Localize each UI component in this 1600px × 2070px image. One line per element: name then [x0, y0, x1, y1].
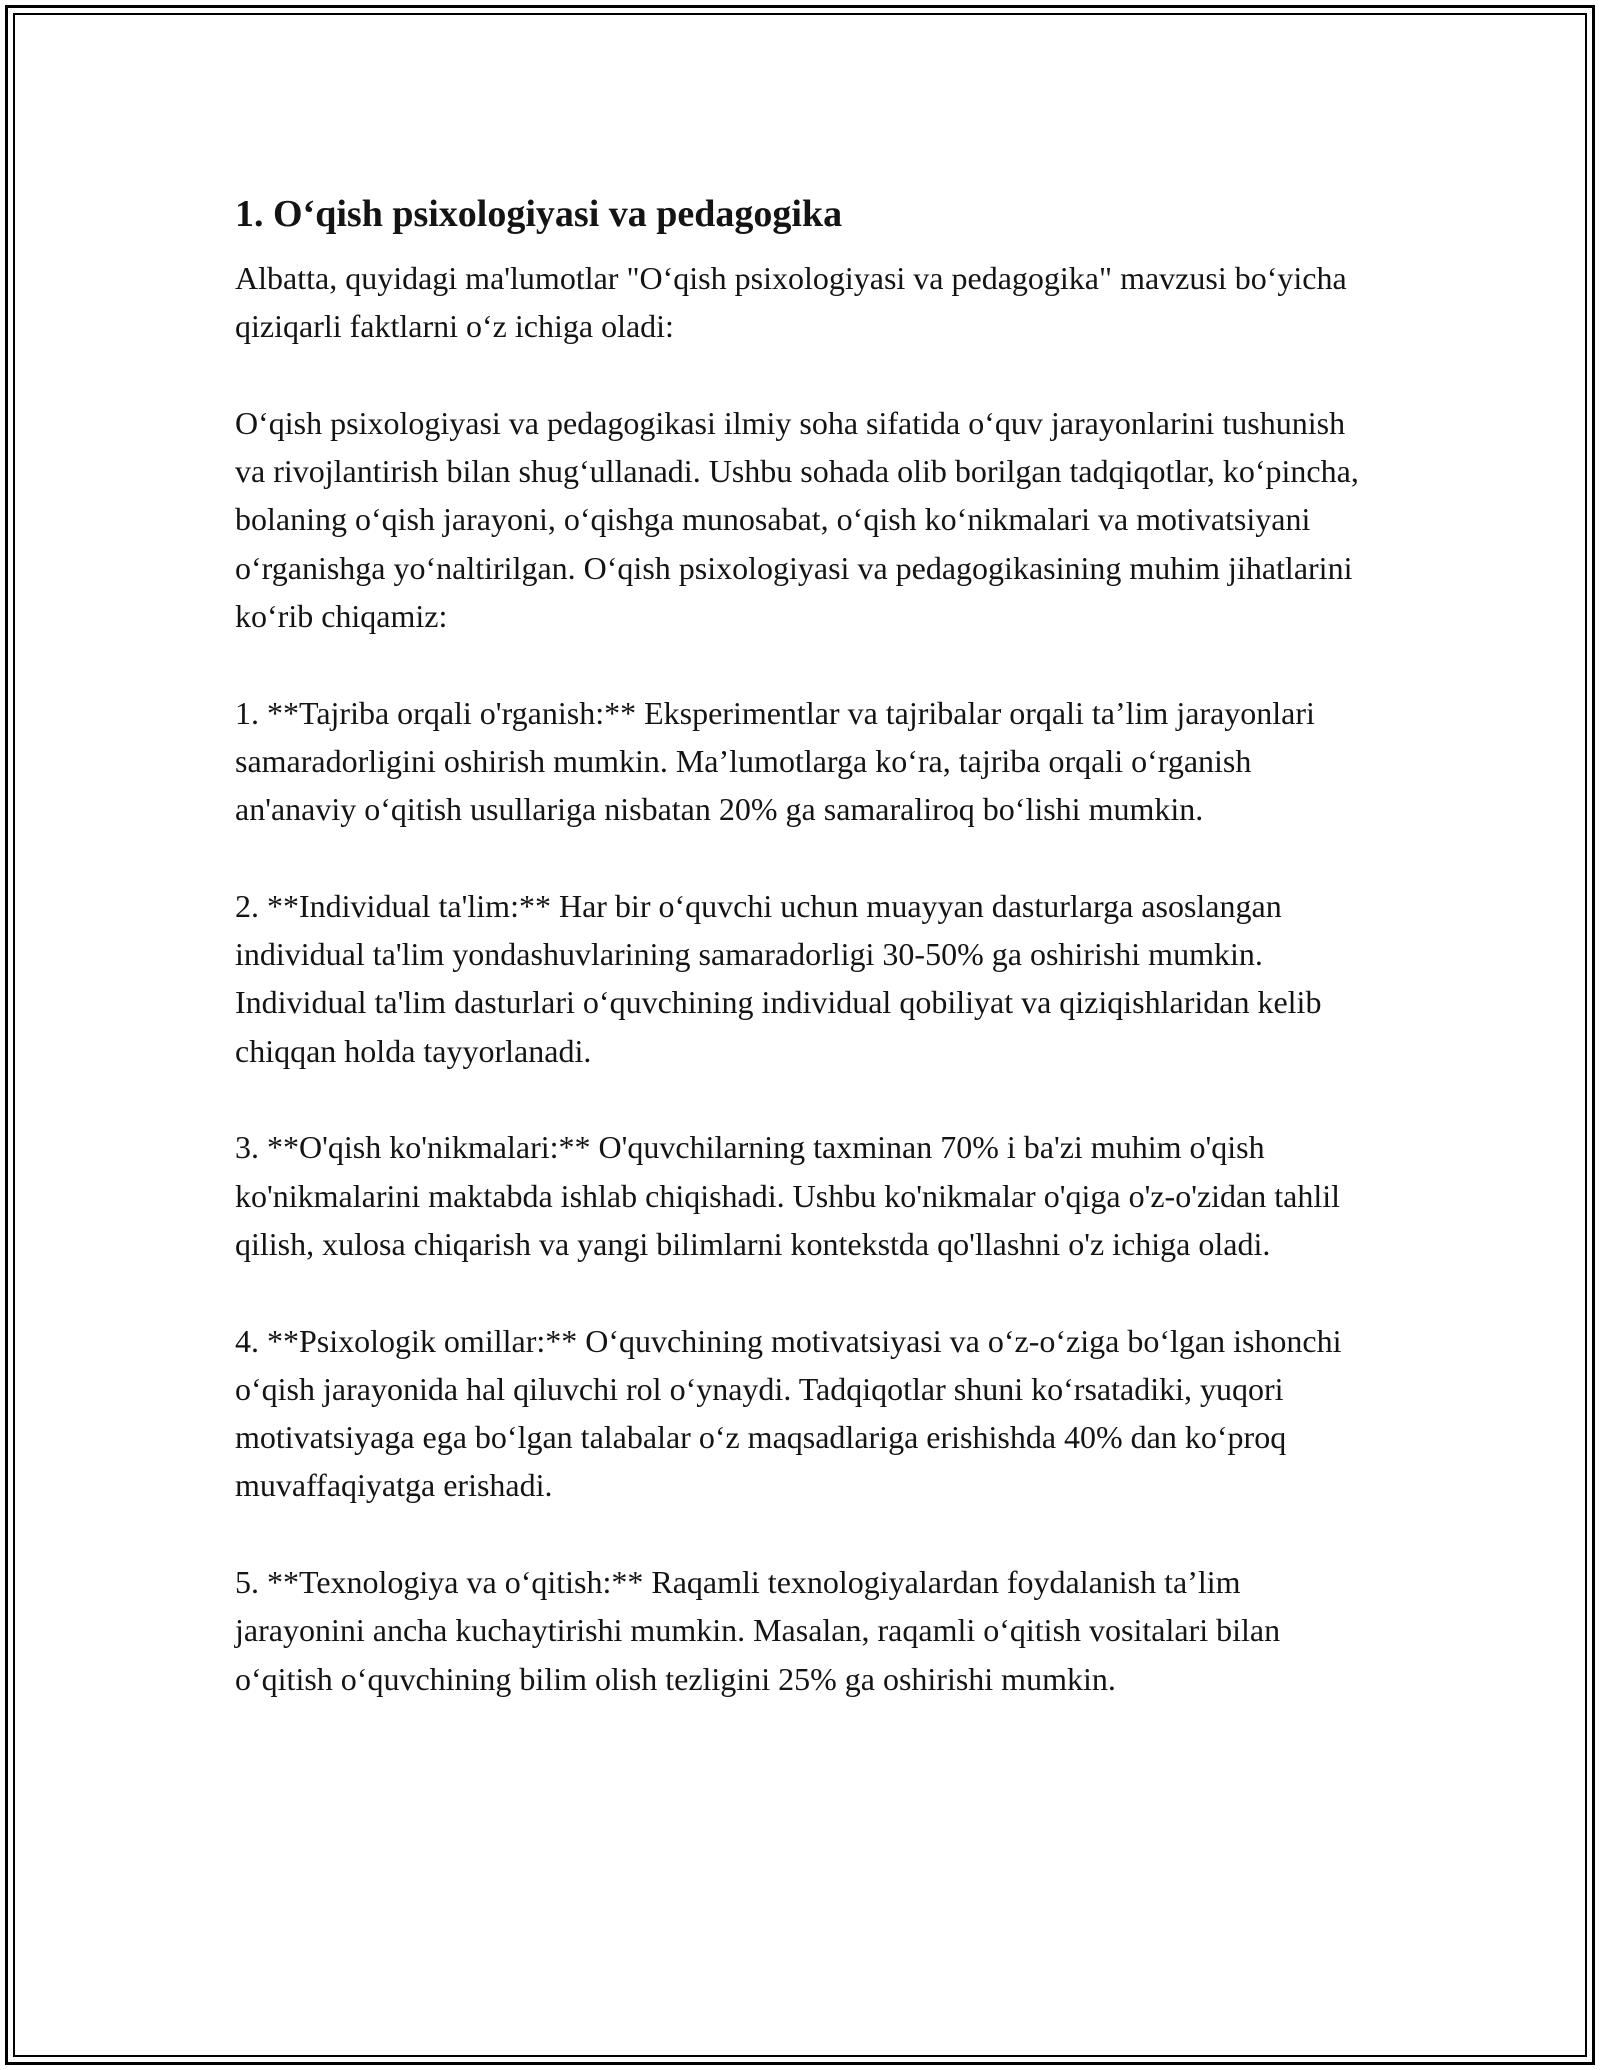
overview-paragraph: Oʻqish psixologiyasi va pedagogikasi ilmiy soha sifatida oʻquv jarayonlarini tushunish va rivojlantirish bilan shugʻullanadi. Ushbu sohada olib borilgan tadqiqotlar, koʻpincha, bolaning oʻqish jarayoni, oʻqishga munosabat, oʻqish koʻnikmalari va motivatsiyani oʻrganishga yoʻnaltirilgan. Oʻqish psixologiyasi va pedagogikasining muhim jihatlarini koʻrib chiqamiz: [235, 404, 1359, 635]
intro-paragraph: Albatta, quyidagi ma'lumotlar "Oʻqish psixologiyasi va pedagogika" mavzusi boʻyicha qiziqarli faktlarni oʻz ichiga oladi: [235, 260, 1347, 345]
list-item-2: 2. **Individual ta'lim:** Har bir oʻquvchi uchun muayyan dasturlarga asoslangan individual ta'lim yondashuvlarining samaradorligi 30-50% ga oshirishi mumkin. Individual ta'lim dasturlari oʻquvchining individual qobiliyat va qiziqishlaridan kelib chiqqan holda tayyorlanadi. [235, 887, 1322, 1069]
paragraph-gap [235, 640, 1375, 688]
list-item-3: 3. **O'qish ko'nikmalari:** O'quvchilarning taxminan 70% i ba'zi muhim o'qish ko'nikmalarini maktabda ishlab chiqishadi. Ushbu ko'nikmalar o'qiga o'z-o'zidan tahlil qilish, xulosa chiqarish va yangi bilimlarni kontekstda qo'llashni o'z ichiga oladi. [235, 1129, 1341, 1262]
paragraph-gap [235, 834, 1375, 882]
paragraph-gap [235, 1510, 1375, 1558]
list-item-5: 5. **Texnologiya va oʻqitish:** Raqamli texnologiyalardan foydalanish taʼlim jarayonini ancha kuchaytirishi mumkin. Masalan, raqamli oʻqitish vositalari bilan oʻqitish oʻquvchining bilim olish tezligini 25% ga oshirishi mumkin. [235, 1564, 1281, 1697]
paragraph-gap [235, 351, 1375, 399]
list-item-4: 4. **Psixologik omillar:** Oʻquvchining motivatsiyasi va oʻz-oʻziga boʻlgan ishonchi oʻqish jarayonida hal qiluvchi rol oʻynaydi. Tadqiqotlar shuni koʻrsatadiki, yuqori motivatsiyaga ega boʻlgan talabalar oʻz maqsadlariga erishishda 40% dan koʻproq muvaffaqiyatga erishadi. [235, 1322, 1342, 1504]
paragraph-gap [235, 1268, 1375, 1316]
document-body [235, 186, 1375, 1703]
document-title: 1. Oʻqish psixologiyasi va pedagogika [235, 193, 843, 235]
list-item-1: 1. **Tajriba orqali o'rganish:** Eksperimentlar va tajribalar orqali taʼlim jarayonlari samaradorligini oshirish mumkin. Maʼlumotlarga koʻra, tajriba orqali oʻrganish an'anaviy oʻqitish usullariga nisbatan 20% ga samaraliroq boʻlishi mumkin. [235, 694, 1315, 828]
paragraph-gap [235, 1075, 1375, 1123]
